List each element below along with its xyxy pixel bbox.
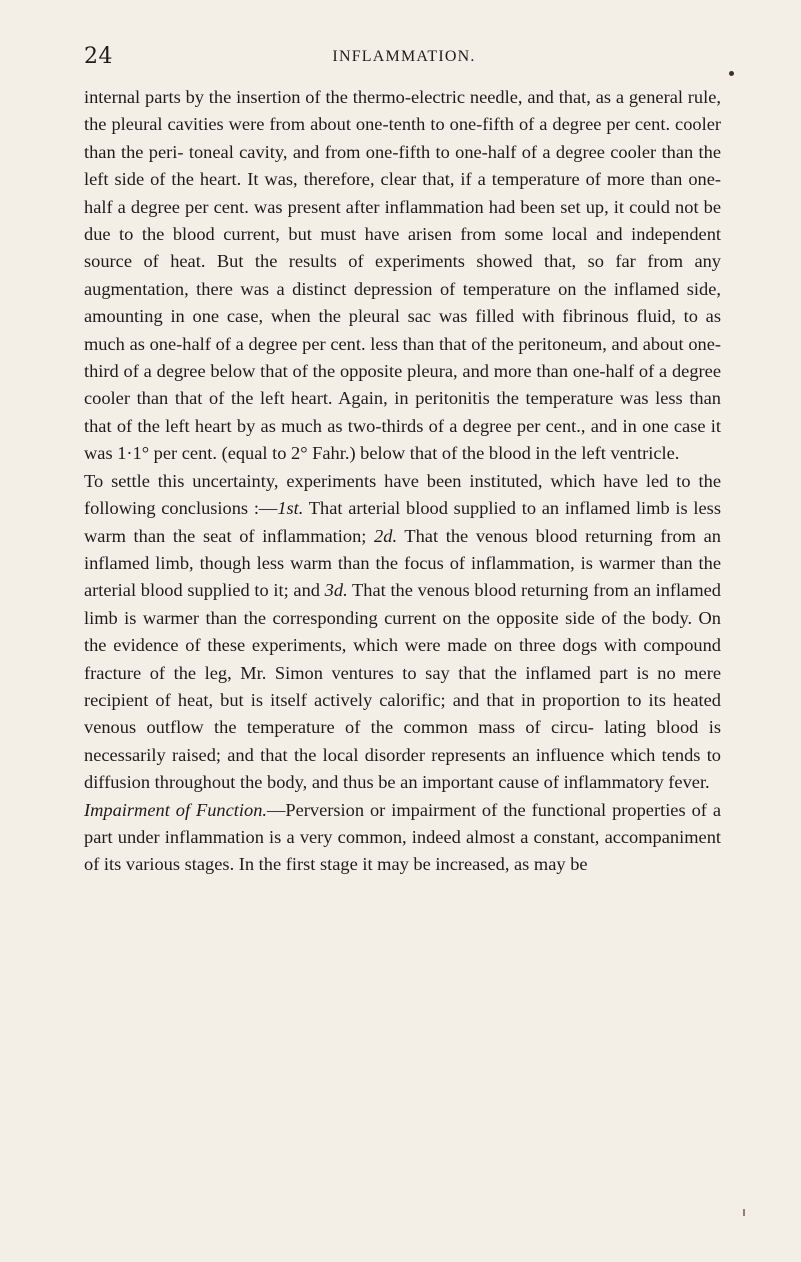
conclusion-3-text: That the venous blood returning from an inflamed limb is warmer than the corresponding current on the opposite side of the body. On the evidence of these experiments, which were made on three dogs with compound fracture of the leg, Mr. Simon ventures to say that the inflamed part is no mere recipient of heat, but is itself actively calorific; and that in proportion to its heated venous outflow the temperature of the common mass of circu- lating blood is necessarily raised; and that the local disorder represents an influence which tends to diffusion throughout the body, and thus be an important cause of inflammatory fever. bbox=[84, 580, 721, 793]
page-number: 24 bbox=[84, 44, 113, 69]
body-text bbox=[84, 84, 721, 879]
paragraph-2-intro: To settle this uncertainty, experiments have been instituted, which have led to the following conclusions :— bbox=[84, 470, 721, 519]
conclusion-3-label: 3d. bbox=[324, 580, 348, 601]
paragraph-1: internal parts by the insertion of the thermo-electric needle, and that, as a general rule, the pleural cavities were from about one-tenth to one-fifth of a degree per cent. cooler than the peri- toneal cavity, and from one-fifth to one-half of a degree cooler than the left side of the heart. It was, therefore, clear that, if a temperature of more than one-half a degree per cent. was present after inflammation had been set up, it could not be due to the blood current, but must have arisen from some local and independent source of heat. But the results of experiments showed that, so far from any augmentation, there was a distinct depression of temperature on the inflamed side, amounting in one case, when the pleural sac was filled with fibrinous fluid, to as much as one-half of a degree per cent. less than that of the peritoneum, and about one-third of a degree below that of the opposite pleura, and more than one-half of a degree cooler than that of the left heart. Again, in peritonitis the temperature was less than that of the left heart by as much as two-thirds of a degree per cent., and in one case it was 1·1° per cent. (equal to 2° Fahr.) below that of the blood in the left ventricle. bbox=[84, 87, 721, 464]
paragraph-3-text: —Perversion or impairment of the functional properties of a part under inflammation is a very common, indeed almost a constant, accompaniment of its various stages. In the first stage it may be increased, as may be bbox=[84, 799, 721, 875]
conclusion-2-text: That the venous blood returning from an inflamed limb, though less warm than the focus of inflammation, is warmer than the arterial blood supplied to it; and bbox=[84, 525, 721, 601]
paragraph-3 bbox=[84, 797, 721, 879]
printing-speck bbox=[729, 71, 734, 76]
printing-mark bbox=[743, 1209, 745, 1216]
conclusion-2-label: 2d. bbox=[374, 525, 398, 546]
section-heading-impairment: Impairment of Function. bbox=[84, 799, 267, 820]
conclusion-1-label: 1st. bbox=[277, 498, 304, 519]
running-head: INFLAMMATION. bbox=[332, 48, 476, 65]
conclusion-1-text: That arterial blood supplied to an inflamed limb is less warm than the seat of inflammation; bbox=[84, 498, 721, 546]
page-header bbox=[84, 44, 724, 72]
paragraph-2 bbox=[84, 468, 721, 797]
